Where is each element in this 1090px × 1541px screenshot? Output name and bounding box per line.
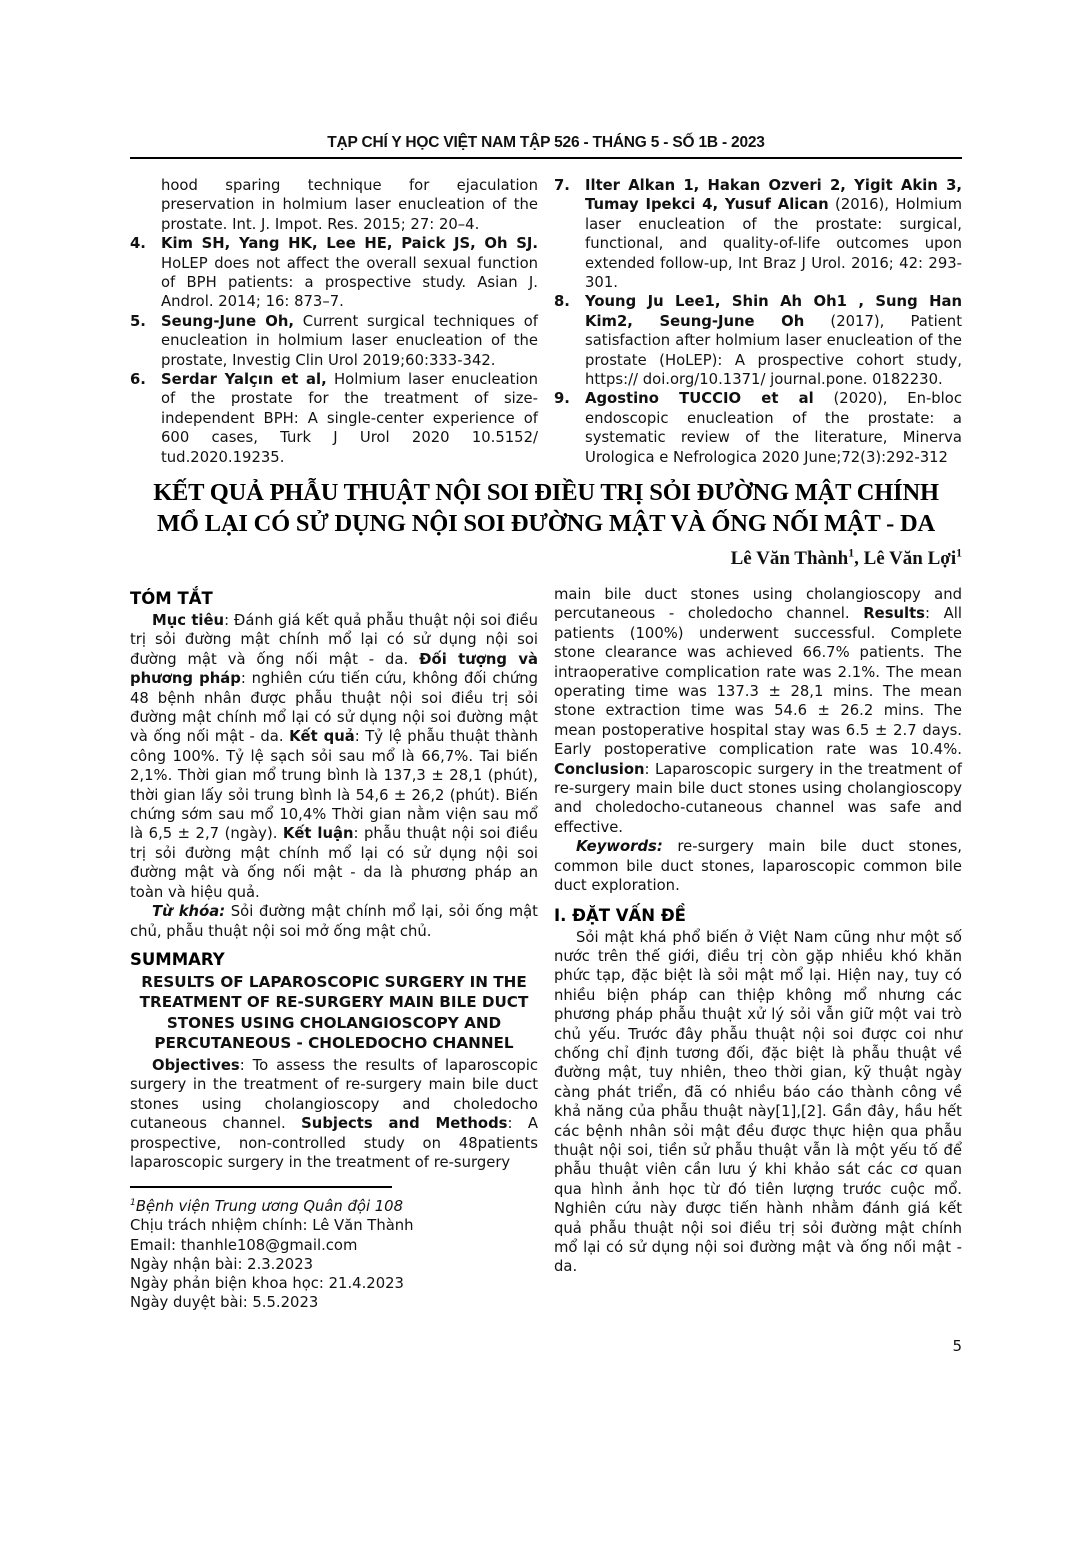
reference-text: Young Ju Lee1, Shin Ah Oh1 , Sung Han Kim2, Seung-June Oh (2017), Patient satisfaction after holmium laser enucleation of the prostate (HoLEP): A prospective cohort study, https:// doi.org/10.1371/ journal.pone. 0182230. bbox=[585, 293, 962, 389]
reference-text: Agostino TUCCIO et al (2020), En-bloc endoscopic enucleation of the prostate: a systematic review of the literature, Minerva Urologica e Nefrologica 2020 June;72(3):292-312 bbox=[585, 390, 962, 466]
footnote-affiliation: $^1$Bệnh viện Trung ương Quân đội 108 bbox=[130, 1197, 404, 1215]
footnote-line: Chịu trách nhiệm chính: Lê Văn Thành bbox=[130, 1217, 414, 1235]
abstract-vi-heading: TÓM TẮT bbox=[130, 589, 213, 608]
summary-results-paragraph: main bile duct stones using cholangioscopy and percutaneous - choledocho channel. Results: All patients (100%) underwent successful. Complete stone clearance was achieved 66.7% patients. The intraoperative complication rate was 2.1%. The mean operating time was 137.3 ± 28,1 mins. The mean stone extraction time was 54.6 ± 26.2 mins. The mean postoperative hospital stay was 6.5 ± 2.7 days. Early postoperative complication rate was 10.4%. Conclusion: Laparoscopic surgery in the treatment of re-surgery main bile duct stones using cholangioscopy and choledocho-cutaneous channel was safe and effective. bbox=[554, 586, 962, 836]
reference-list bbox=[130, 176, 962, 467]
reference-item bbox=[130, 234, 538, 312]
reference-column-left bbox=[130, 176, 538, 467]
introduction-heading: I. ĐẶT VẤN ĐỀ bbox=[554, 905, 686, 925]
reference-text: Kim SH, Yang HK, Lee HE, Paick JS, Oh SJ. HoLEP does not affect the overall sexual function of BPH patients: a prospective study. Asian J. Androl. 2014; 16: 873–7. bbox=[161, 235, 538, 311]
reference-text: Ilter Alkan 1, Hakan Ozveri 2, Yigit Akin 3, Tumay Ipekci 4, Yusuf Alican (2016), Holmium laser enucleation of the prostate: surgical, functional, and quality-of-life outcomes upon extended follow-up, Int Braz J Urol. 2016; 42: 293-301. bbox=[585, 177, 962, 292]
reference-text: hood sparing technique for ejaculation preservation in holmium laser enucleation of the prostate. Int. J. Impot. Res. 2015; 27: 20–4. bbox=[161, 177, 538, 233]
body-column-left bbox=[130, 585, 538, 1185]
introduction-paragraph: Sỏi mật khá phổ biến ở Việt Nam cũng như một số nước trên thế giới, điều trị còn gặp nhiều khó khăn phức tạp, đặc biệt là sỏi mật mổ lại. Hiện nay, tuy có nhiều biện pháp can thiệp không mổ nhưng các phương pháp phẫu thuật xử lý sỏi vẫn giữ một vai trò chủ yếu. Trước đây phẫu thuật nội soi được coi như chống chỉ định tương đối, đặc biệt là phẫu thuật về đường mật, tuy nhiên, theo thời gian, kỹ thuật ngày càng phát triển, đã có nhiều báo cáo thành công về khả năng của phẫu thuật này[1],[2]. Gần đây, hầu hết các bệnh nhân sỏi mật đều được thực hiện qua phẫu thuật nội soi, tiền sử phẫu thuật vẫn là một yếu tố để phẫu thuật viên cần lưu ý khi khảo sát các cơ quan qua hình ảnh học từ đó tiên lượng trước cuộc mổ. Nghiên cứu này được tiến hành nhằm đánh giá kết quả phẫu thuật nội soi điều trị sỏi đường mật chính mổ lại có sử dụng nội soi đường mật và ống nối mật - da. bbox=[554, 928, 962, 1276]
abstract-vi-keywords: Từ khóa: Sỏi đường mật chính mổ lại, sỏi ống mật chủ, phẫu thuật nội soi mở ống mật chủ. bbox=[130, 903, 538, 940]
reference-number: 4. bbox=[130, 235, 146, 253]
reference-number: 8. bbox=[554, 293, 570, 311]
reference-text: Seung-June Oh, Current surgical techniques of enucleation in holmium laser enucleation of the prostate, Investig Clin Urol 2019;60:333-342. bbox=[161, 312, 538, 369]
reference-item bbox=[554, 176, 962, 292]
footnote-line: Ngày phản biện khoa học: 21.4.2023 bbox=[130, 1275, 404, 1293]
article-body bbox=[130, 585, 962, 1277]
footnote-line: Email: thanhle108@gmail.com bbox=[130, 1236, 358, 1254]
article-title-line1: KẾT QUẢ PHẪU THUẬT NỘI SOI ĐIỀU TRỊ SỎI ĐƯỜNG MẬT CHÍNH bbox=[153, 479, 939, 506]
summary-heading: SUMMARY bbox=[130, 949, 225, 969]
reference-item bbox=[130, 176, 538, 234]
article-title-line2: MỔ LẠI CÓ SỬ DỤNG NỘI SOI ĐƯỜNG MẬT VÀ ỐNG NỐI MẬT - DA bbox=[156, 510, 936, 537]
abstract-vi-paragraph: Mục tiêu: Đánh giá kết quả phẫu thuật nội soi điều trị sỏi đường mật chính mổ lại có sử dụng nội soi đường mật và ống nối mật - da. Đối tượng và phương pháp: nghiên cứu tiến cứu, không đối chứng 48 bệnh nhân được phẫu thuật nội soi điều trị sỏi đường mật chính mổ lại có sử dụng nội soi đường mật và ống nối mật - da. Kết quả: Tỷ lệ phẫu thuật thành công 100%. Tỷ lệ sạch sỏi sau mổ là 66,7%. Tai biến 2,1%. Thời gian mổ trung bình là 137,3 ± 28,1 (phút), thời gian lấy sỏi trung bình là 54,6 ± 26,2 (phút). Biến chứng sớm sau mổ 10,4% Thời gian nằm viện sau mổ là 6,5 ± 2,7 (ngày). Kết luận: phẫu thuật nội soi điều trị sỏi đường mật chính mổ lại có sử dụng nội soi đường mật và ống nối mật - da là phương pháp an toàn và hiệu quả. bbox=[130, 612, 538, 901]
page-number: 5 bbox=[952, 1337, 962, 1355]
author-line: Lê Văn Thành$^1$, Lê Văn Lợi$^1$ bbox=[730, 546, 962, 569]
reference-number bbox=[130, 176, 161, 234]
reference-item bbox=[130, 370, 538, 467]
reference-number: 6. bbox=[130, 371, 146, 389]
reference-number: 7. bbox=[554, 177, 570, 194]
footnote-rule bbox=[130, 1186, 392, 1188]
body-column-right bbox=[554, 585, 962, 1277]
footnote-line: Ngày duyệt bài: 5.5.2023 bbox=[130, 1294, 319, 1312]
reference-item bbox=[554, 389, 962, 467]
footnote-line: Ngày nhận bài: 2.3.2023 bbox=[130, 1255, 314, 1273]
header-rule bbox=[130, 157, 962, 159]
summary-objectives-paragraph: Objectives: To assess the results of laparoscopic surgery in the treatment of re-surgery main bile duct stones using cholangioscopy and choledocho cutaneous channel. Subjects and Methods: A prospective, non-controlled study on 48patients laparoscopic surgery in the treatment of re-surgery bbox=[130, 1056, 538, 1171]
reference-item bbox=[130, 312, 538, 370]
footnote-block bbox=[130, 1186, 538, 1313]
journal-header: TẠP CHÍ Y HỌC VIỆT NAM TẬP 526 - THÁNG 5 - SỐ 1B - 2023 bbox=[327, 134, 765, 151]
reference-item bbox=[554, 292, 962, 389]
summary-title: RESULTS OF LAPAROSCOPIC SURGERY IN THE TREATMENT OF RE-SURGERY MAIN BILE DUCT STONES USING CHOLANGIOSCOPY AND PERCUTANEOUS - CHOLEDOCHO CHANNEL bbox=[139, 972, 529, 1053]
reference-text: Serdar Yalçın et al, Holmium laser enucleation of the prostate for the treatment of size-independent BPH: A single-center experience of 600 cases, Turk J Urol 2020 10.5152/ tud.2020.19235. bbox=[161, 371, 538, 466]
reference-number: 9. bbox=[554, 390, 570, 408]
reference-column-right bbox=[554, 176, 962, 467]
article-title bbox=[130, 477, 962, 539]
summary-keywords: Keywords: re-surgery main bile duct stones, common bile duct stones, laparoscopic common bile duct exploration. bbox=[554, 838, 962, 895]
reference-number: 5. bbox=[130, 312, 146, 330]
